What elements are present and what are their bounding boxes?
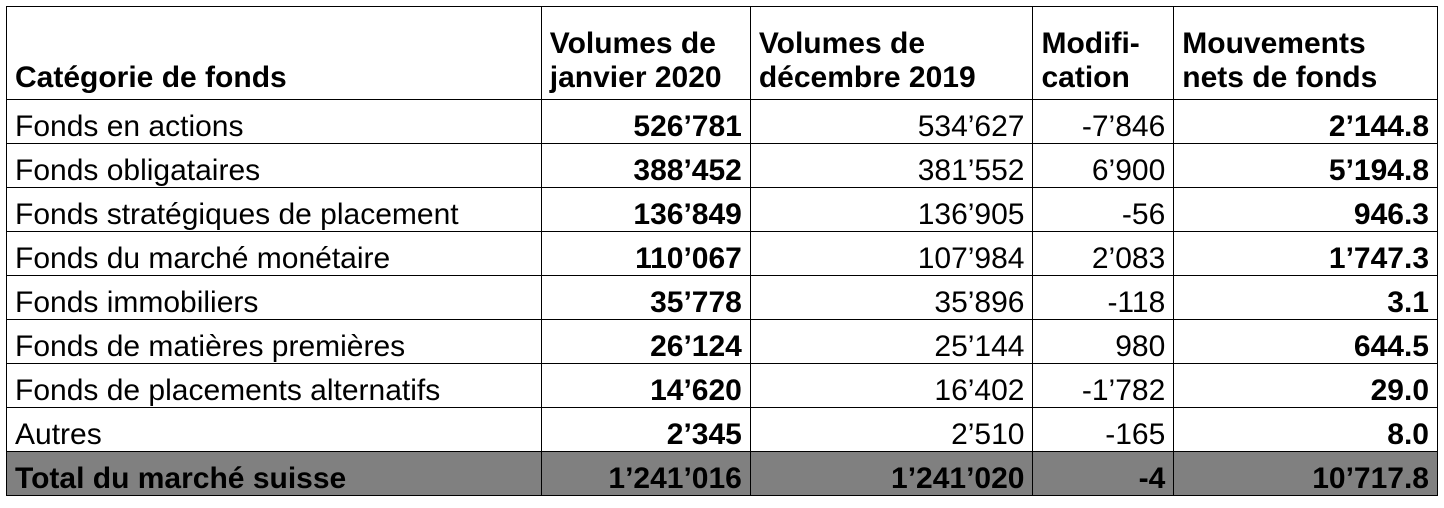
cell-net-flows: 8.0 [1174, 408, 1438, 452]
cell-category: Fonds du marché monétaire [7, 232, 542, 276]
cell-jan-2020: 526’781 [541, 100, 750, 144]
cell-category: Fonds de placements alternatifs [7, 364, 542, 408]
cell-category: Fonds stratégiques de placement [7, 188, 542, 232]
cell-dec-2019: 381’552 [750, 144, 1033, 188]
cell-dec-2019: 35’896 [750, 276, 1033, 320]
cell-net-flows: 946.3 [1174, 188, 1438, 232]
table-row [7, 188, 1438, 232]
header-change-line-1: Modifi- [1041, 27, 1140, 60]
cell-change: -1’782 [1033, 364, 1174, 408]
header-category [7, 7, 542, 100]
table-row [7, 364, 1438, 408]
total-dec-2019: 1’241’020 [750, 452, 1033, 496]
table-header-row [7, 7, 1438, 100]
total-change: -4 [1033, 452, 1174, 496]
cell-dec-2019: 107’984 [750, 232, 1033, 276]
header-dec-2019-line-1: Volumes de [758, 27, 926, 60]
table-row [7, 408, 1438, 452]
cell-change: -165 [1033, 408, 1174, 452]
cell-change: -56 [1033, 188, 1174, 232]
header-jan-2020-line-1: Volumes de [549, 27, 716, 60]
cell-change: 6’900 [1033, 144, 1174, 188]
header-jan-2020-line-2: janvier 2020 [549, 61, 722, 94]
cell-category: Fonds de matières premières [7, 320, 542, 364]
header-net-flows [1174, 7, 1438, 100]
cell-jan-2020: 388’452 [541, 144, 750, 188]
header-dec-2019-line-2: décembre 2019 [758, 61, 976, 94]
cell-category: Fonds obligataires [7, 144, 542, 188]
cell-change: 980 [1033, 320, 1174, 364]
fund-volumes-table [6, 6, 1438, 496]
cell-change: -7’846 [1033, 100, 1174, 144]
cell-jan-2020: 14’620 [541, 364, 750, 408]
cell-change: 2’083 [1033, 232, 1174, 276]
cell-category: Fonds en actions [7, 100, 542, 144]
cell-jan-2020: 35’778 [541, 276, 750, 320]
cell-jan-2020: 2’345 [541, 408, 750, 452]
header-jan-2020 [541, 7, 750, 100]
total-category: Total du marché suisse [7, 452, 542, 496]
header-category-label: Catégorie de fonds [15, 61, 287, 94]
cell-dec-2019: 2’510 [750, 408, 1033, 452]
header-dec-2019 [750, 7, 1033, 100]
header-net-flows-line-2: nets de fonds [1182, 61, 1378, 94]
cell-dec-2019: 16’402 [750, 364, 1033, 408]
cell-dec-2019: 136’905 [750, 188, 1033, 232]
cell-net-flows: 1’747.3 [1174, 232, 1438, 276]
table-row [7, 144, 1438, 188]
cell-dec-2019: 25’144 [750, 320, 1033, 364]
table-row [7, 320, 1438, 364]
cell-net-flows: 5’194.8 [1174, 144, 1438, 188]
cell-change: -118 [1033, 276, 1174, 320]
cell-dec-2019: 534’627 [750, 100, 1033, 144]
header-net-flows-line-1: Mouvements [1182, 27, 1366, 60]
table-row [7, 100, 1438, 144]
total-jan-2020: 1’241’016 [541, 452, 750, 496]
total-net-flows: 10’717.8 [1174, 452, 1438, 496]
cell-jan-2020: 110’067 [541, 232, 750, 276]
header-change [1033, 7, 1174, 100]
cell-jan-2020: 136’849 [541, 188, 750, 232]
cell-net-flows: 2’144.8 [1174, 100, 1438, 144]
cell-jan-2020: 26’124 [541, 320, 750, 364]
cell-category: Fonds immobiliers [7, 276, 542, 320]
total-row [7, 452, 1438, 496]
cell-net-flows: 3.1 [1174, 276, 1438, 320]
table-row [7, 232, 1438, 276]
cell-category: Autres [7, 408, 542, 452]
header-change-line-2: cation [1041, 61, 1130, 94]
cell-net-flows: 29.0 [1174, 364, 1438, 408]
table-row [7, 276, 1438, 320]
cell-net-flows: 644.5 [1174, 320, 1438, 364]
